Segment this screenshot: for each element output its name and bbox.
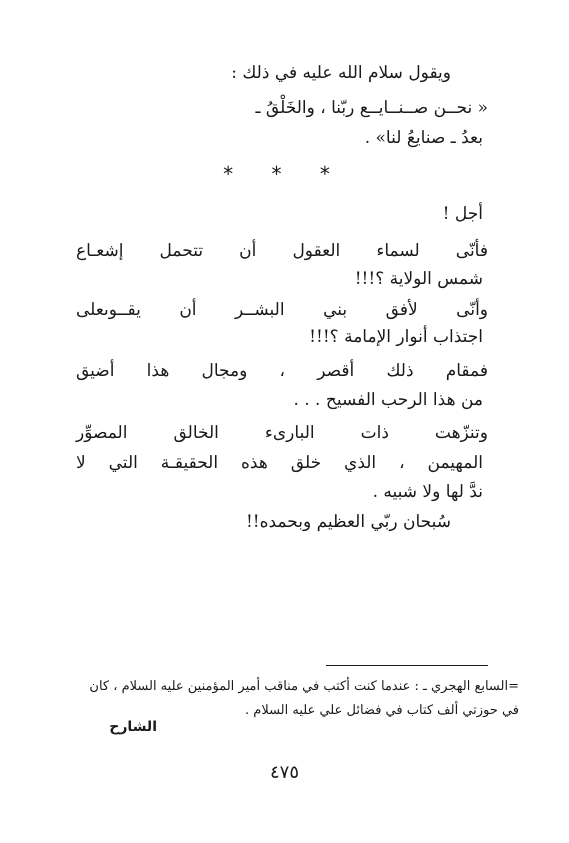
footnote-line-1: =السابع الهجري ـ : عندما كنت أكتب في مناقب أمير المؤمنين عليه السلام ، كان	[89, 679, 519, 694]
paragraph-2-line-1: فأنّى لسماء العقول أن تتحمل إشعـاع	[76, 241, 488, 261]
footnote-line-2: في حوزتي ألف كتاب في فضائل علي عليه السلام .	[245, 703, 519, 718]
quote-line-2: بعدُ ـ صنايعُ لنا» .	[364, 128, 483, 148]
paragraph-2-line-2: شمس الولاية ؟!!!	[354, 269, 483, 289]
page-number: ٤٧٥	[269, 762, 299, 783]
paragraph-6: سُبحان ربّي العظيم وبحمده!!	[245, 512, 451, 532]
footnote-signature: الشارح	[109, 719, 157, 735]
paragraph-5-line-2: المهيمن ، الذي خلق هذه الحقيقـة التي لا	[76, 453, 483, 473]
section-separator: * * *	[223, 162, 346, 186]
paragraph-3-line-1: وأنّى لأفق بني البشــر أن يقــوىعلى	[76, 300, 488, 320]
footnote-divider	[326, 665, 488, 666]
paragraph-3-line-2: اجتذاب أنوار الإمامة ؟!!!	[309, 327, 483, 347]
paragraph-4-line-2: من هذا الرحب الفسيح . . .	[293, 390, 483, 410]
paragraph-4-line-1: فمقام ذلك أقصر ، ومجال هذا أضيق	[76, 361, 488, 381]
quote-line-1: « نحــن صــنــايــع ربّنا ، والخَلْقُ ـ	[255, 98, 488, 118]
paragraph-5-line-3: ندَّ لها ولا شبيه .	[372, 482, 483, 502]
intro-line: ويقول سلام الله عليه في ذلك :	[231, 63, 451, 83]
paragraph-5-line-1: وتنزّهت ذات البارىء الخالق المصوِّر	[76, 423, 488, 443]
paragraph-1: أجل !	[442, 204, 483, 224]
